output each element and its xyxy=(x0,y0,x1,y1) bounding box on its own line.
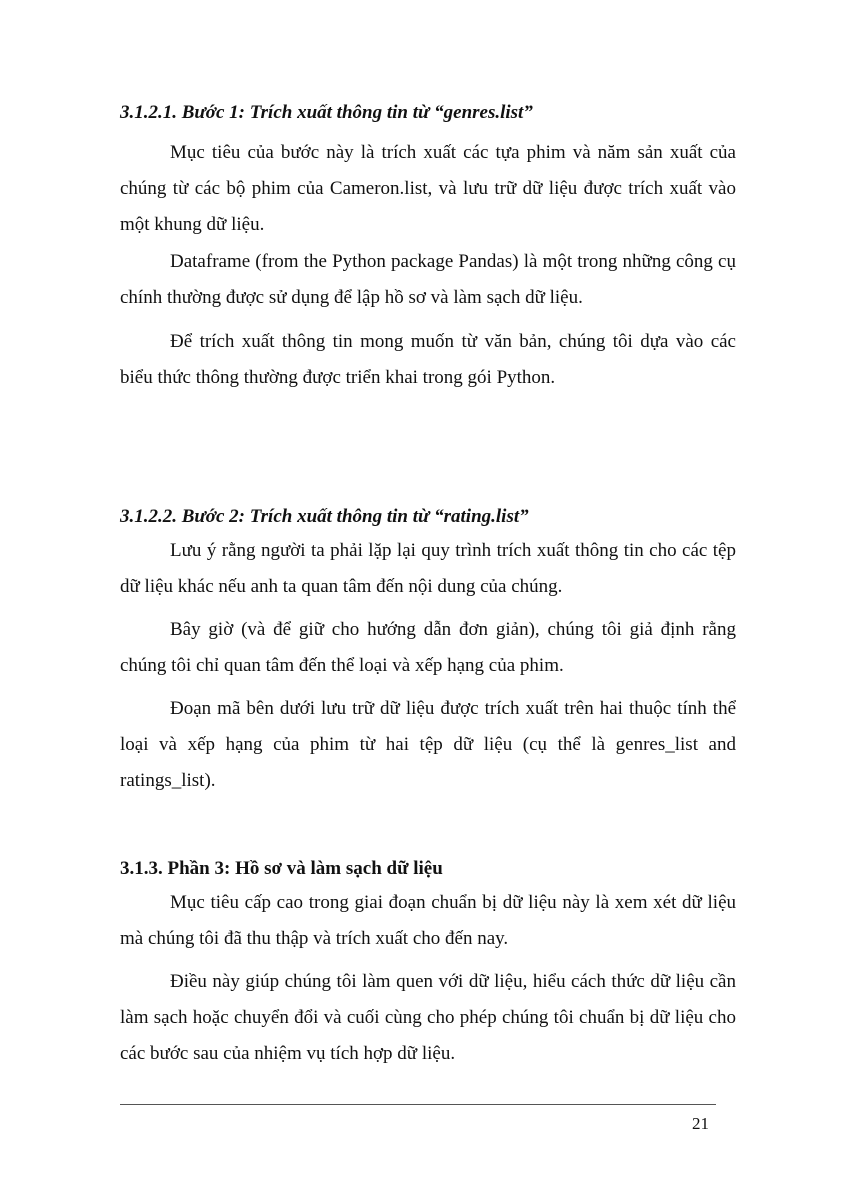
section-heading-step-2: 3.1.2.2. Bước 2: Trích xuất thông tin từ “rating.list” xyxy=(120,506,529,527)
paragraph: Bây giờ (và để giữ cho hướng dẫn đơn giản), chúng tôi giả định rằng chúng tôi chỉ quan tâm đến thể loại và xếp hạng của phim. xyxy=(120,619,736,676)
section-heading-step-1: 3.1.2.1. Bước 1: Trích xuất thông tin từ “genres.list” xyxy=(120,102,533,123)
paragraph: Dataframe (from the Python package Pandas) là một trong những công cụ chính thường được sử dụng để lập hồ sơ và làm sạch dữ liệu. xyxy=(120,251,736,308)
page-number: 21 xyxy=(692,1114,709,1133)
paragraph: Mục tiêu cấp cao trong giai đoạn chuẩn bị dữ liệu này là xem xét dữ liệu mà chúng tôi đã thu thập và trích xuất cho đến nay. xyxy=(120,892,736,949)
paragraph: Điều này giúp chúng tôi làm quen với dữ liệu, hiểu cách thức dữ liệu cần làm sạch hoặc chuyển đổi và cuối cùng cho phép chúng tôi chuẩn bị dữ liệu cho các bước sau của nhiệm vụ tích hợp dữ liệu. xyxy=(120,971,736,1064)
paragraph: Mục tiêu của bước này là trích xuất các tựa phim và năm sản xuất của chúng từ các bộ phim của Cameron.list, và lưu trữ dữ liệu được trích xuất vào một khung dữ liệu. xyxy=(120,142,736,235)
paragraph: Đoạn mã bên dưới lưu trữ dữ liệu được trích xuất trên hai thuộc tính thể loại và xếp hạng của phim từ hai tệp dữ liệu (cụ thể là genres_list and ratings_list). xyxy=(120,698,736,791)
paragraph: Để trích xuất thông tin mong muốn từ văn bản, chúng tôi dựa vào các biểu thức thông thường được triển khai trong gói Python. xyxy=(120,331,736,388)
section-heading-part-3: 3.1.3. Phần 3: Hồ sơ và làm sạch dữ liệu xyxy=(120,858,443,879)
footer-divider xyxy=(120,1104,716,1105)
paragraph: Lưu ý rằng người ta phải lặp lại quy trình trích xuất thông tin cho các tệp dữ liệu khác nếu anh ta quan tâm đến nội dung của chúng. xyxy=(120,540,736,597)
